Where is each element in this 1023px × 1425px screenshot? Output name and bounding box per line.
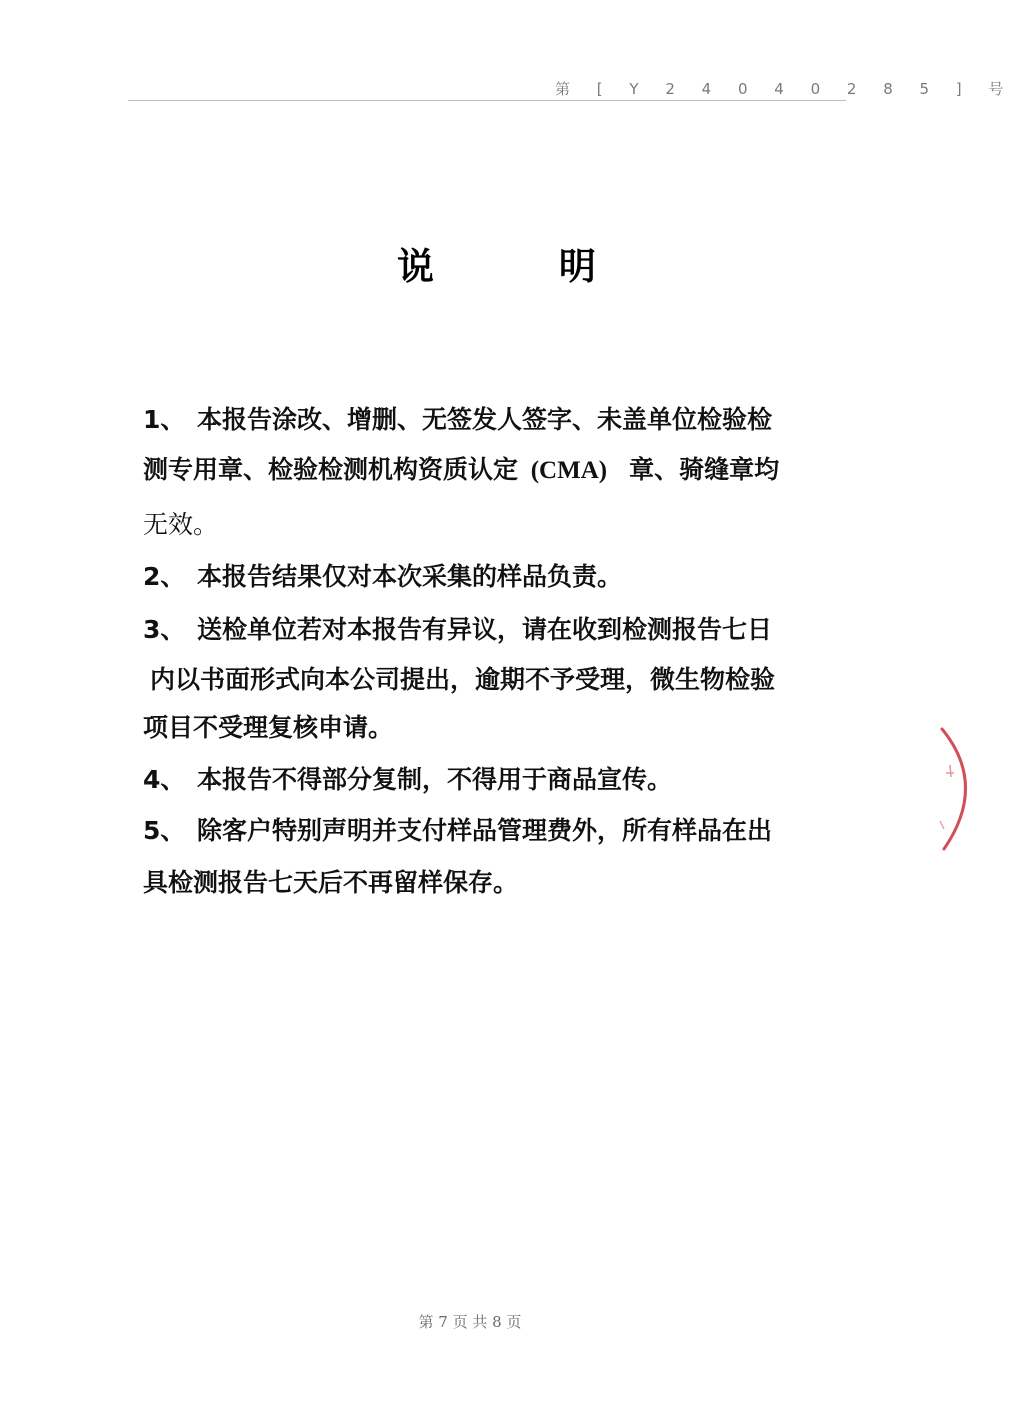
notice-1-text-2a: 测专用章、检验检测机构资质认定 xyxy=(143,455,519,484)
notice-2-number: 2、 xyxy=(143,562,186,591)
notice-3-number: 3、 xyxy=(143,615,186,644)
notice-2-text-1: 本报告结果仅对本次采集的样品负责。 xyxy=(197,562,623,591)
page-footer: 第 7 页 共 8 页 xyxy=(418,1313,522,1331)
notice-1-line-2 xyxy=(143,450,779,486)
header-rule xyxy=(128,100,846,101)
notice-4-line-1 xyxy=(143,760,672,796)
notice-4-text-1: 本报告不得部分复制，不得用于商品宣传。 xyxy=(197,765,673,794)
seal-mark xyxy=(940,821,944,829)
notice-3-line-3: 项目不受理复核申请。 xyxy=(143,713,394,742)
notice-3-line-1 xyxy=(143,610,772,646)
page-title: 说 明 xyxy=(397,245,652,288)
notice-5-line-1 xyxy=(143,811,772,847)
notice-1-text-1: 本报告涂改、增删、无签发人签字、未盖单位检验检 xyxy=(197,405,773,434)
notice-5-text-1: 除客户特别声明并支付样品管理费外，所有样品在出 xyxy=(197,816,773,845)
notice-3-line-2: 内以书面形式向本公司提出，逾期不予受理，微生物检验 xyxy=(150,665,776,694)
seal-stamp-fragment xyxy=(930,725,980,855)
notice-1-line-1 xyxy=(143,400,772,436)
notice-1-number: 1、 xyxy=(143,405,186,434)
seal-arc xyxy=(942,729,966,849)
notice-1-cma: (CMA) xyxy=(530,457,608,484)
report-number: 第 [ Y 2 4 0 4 0 2 8 5 ] 号 xyxy=(555,80,1015,98)
notice-1-line-3: 无效。 xyxy=(143,510,219,539)
notice-1-text-2b: 章、骑缝章均 xyxy=(629,455,780,484)
notice-3-text-1: 送检单位若对本报告有异议，请在收到检测报告七日 xyxy=(197,615,773,644)
seal-arc-inner xyxy=(946,765,954,777)
notice-5-line-2: 具检测报告七天后不再留样保存。 xyxy=(143,868,519,897)
notice-2-line-1 xyxy=(143,557,622,593)
notice-4-number: 4、 xyxy=(143,765,186,794)
notice-5-number: 5、 xyxy=(143,816,186,845)
